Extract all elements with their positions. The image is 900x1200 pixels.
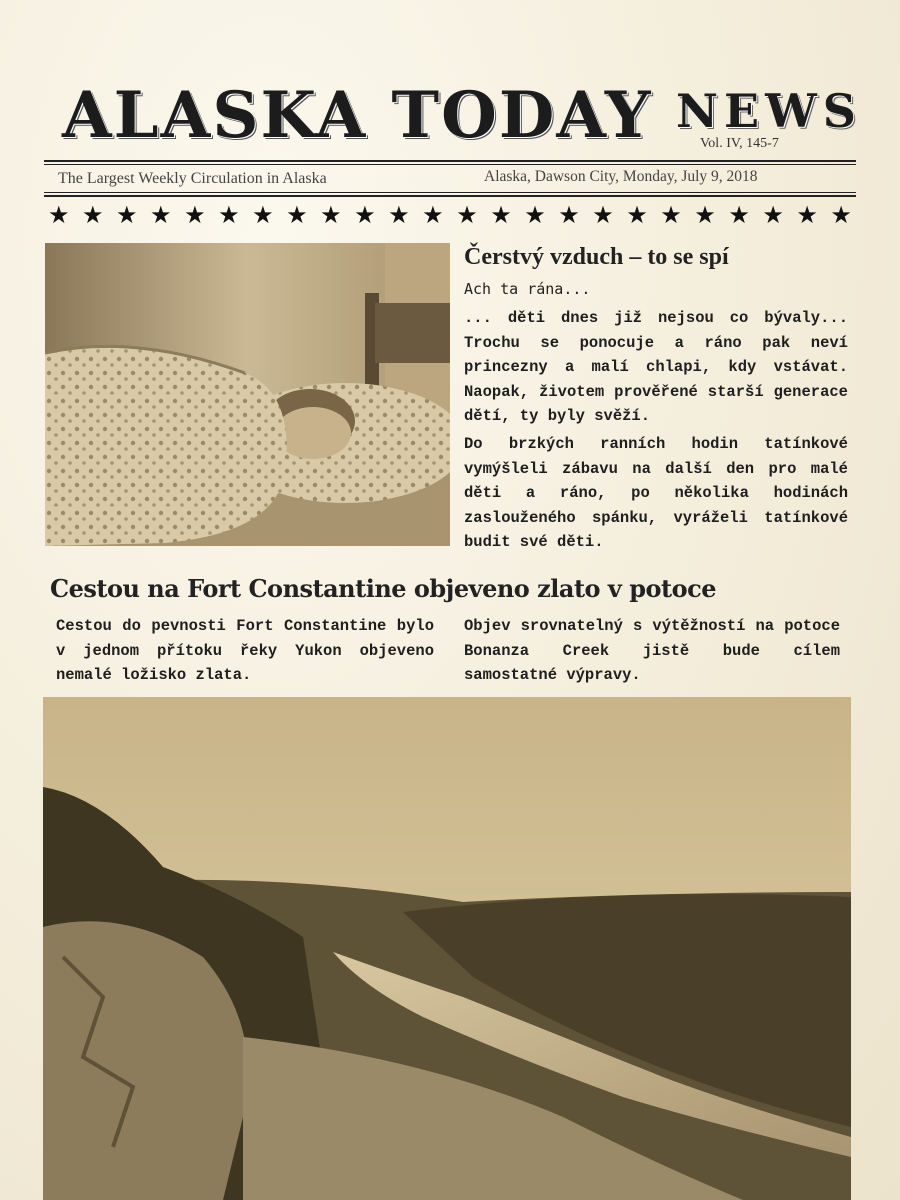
sleeping-child-photo [45,243,450,546]
article2-headline: Cestou na Fort Constantine objeveno zlato v potoce [50,574,716,603]
star-icon: ★ [456,201,478,229]
star-icon: ★ [830,201,852,229]
star-row [44,200,856,230]
star-icon: ★ [286,201,308,229]
star-icon: ★ [82,201,104,229]
divider-top-2 [44,164,856,165]
star-icon: ★ [490,201,512,229]
article2-column-1: Cestou do pevnosti Fort Constantine bylo v jednom přítoku řeky Yukon objeveno nemalé ložisko zlata. [56,617,434,684]
star-icon: ★ [558,201,580,229]
volume-label: Vol. IV, 145-7 [700,136,779,151]
star-icon: ★ [354,201,376,229]
star-icon: ★ [184,201,206,229]
star-icon: ★ [524,201,546,229]
star-icon: ★ [48,201,70,229]
star-icon: ★ [116,201,138,229]
star-icon: ★ [796,201,818,229]
tagline: The Largest Weekly Circulation in Alaska [58,170,327,187]
divider-bottom-2 [44,195,856,197]
star-icon: ★ [660,201,682,229]
article1-paragraph-2: Do brzkých ranních hodin tatínkové vymýšleli zábavu na další den pro malé děti a ráno, po několika hodinách zaslouženého spánku, vyráželi tatínkové budit své děti. [464,435,848,551]
dateline: Alaska, Dawson City, Monday, July 9, 2018 [484,168,758,185]
divider-top-1 [44,160,856,162]
masthead-title: ALASKA TODAY [62,78,653,153]
star-icon: ★ [320,201,342,229]
star-icon: ★ [762,201,784,229]
divider-bottom-1 [44,192,856,193]
star-icon: ★ [252,201,274,229]
star-icon: ★ [592,201,614,229]
star-icon: ★ [388,201,410,229]
masthead-news: NEWS [676,84,862,138]
star-icon: ★ [218,201,240,229]
star-icon: ★ [728,201,750,229]
star-icon: ★ [422,201,444,229]
star-icon: ★ [694,201,716,229]
article1-subhead: Ach ta rána... [464,280,591,298]
article1-headline: Čerstvý vzduch – to se spí [464,244,729,270]
star-icon: ★ [150,201,172,229]
river-valley-photo [43,697,851,1200]
article1-paragraph-1: ... děti dnes již nejsou co bývaly... Trochu se ponocuje a ráno pak neví princezny a malí chlapi, kdy vstávat. Naopak, životem prověřené starší generace dětí, ty byly svěží. [464,309,848,425]
article2-column-2: Objev srovnatelný s výtěžností na potoce Bonanza Creek jistě bude cílem samostatné výpravy. [464,617,840,684]
star-icon: ★ [626,201,648,229]
